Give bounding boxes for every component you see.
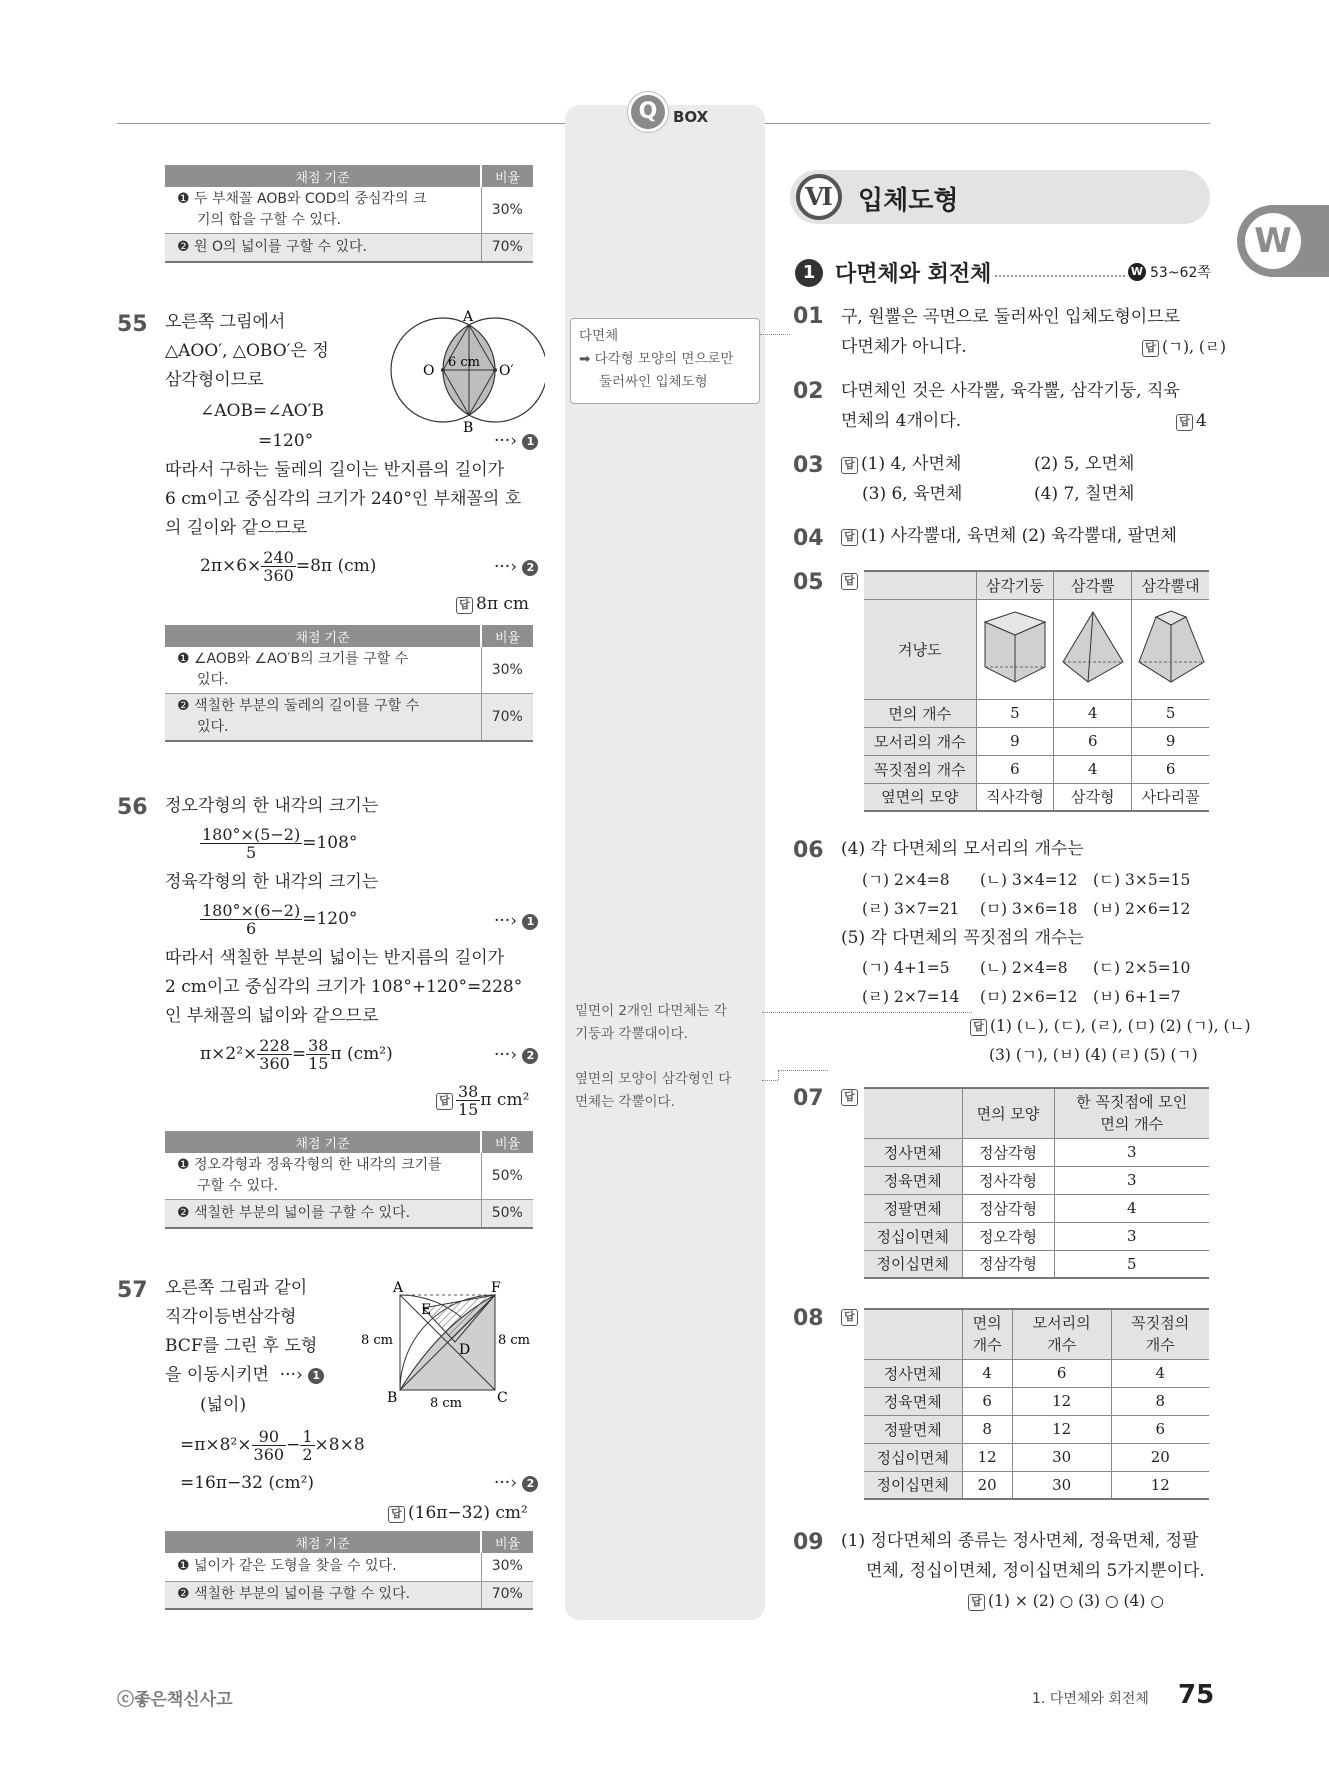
table-cell: 12 <box>1111 1471 1209 1499</box>
label-b: B <box>387 1390 398 1406</box>
q57-line: 직각이등변삼각형 <box>165 1307 297 1327</box>
table-cell: 삼각형 <box>1054 783 1132 811</box>
q55-figure <box>385 310 545 435</box>
q56-line: 인 부채꼴의 넓이와 같으므로 <box>165 1006 379 1026</box>
question-number: 55 <box>117 312 148 337</box>
q06-item: (ㄹ) 3×7=21 <box>862 900 960 918</box>
criteria-cell: ❷ 원 O의 넓이를 구할 수 있다. <box>165 234 481 262</box>
row-header: 정육면체 <box>864 1166 962 1194</box>
q56-formula-2: $\frac{180^\circ\times(6-2)}{6}$ =120° <box>202 901 358 938</box>
note-leader <box>778 1070 779 1080</box>
note-line: 둘러싸인 입체도형 <box>599 374 708 390</box>
table-cell: 12 <box>962 1443 1012 1471</box>
col-header: 모서리의 개수 <box>1012 1309 1111 1359</box>
q56-line: 정오각형의 한 내각의 크기는 <box>165 796 379 816</box>
q06-answer: (3) (ㄱ), (ㅂ) (4) (ㄹ) (5) (ㄱ) <box>989 1046 1198 1064</box>
q56-line: 정육각형의 한 내각의 크기는 <box>165 872 379 892</box>
q02-line: 다면체인 것은 사각뿔, 육각뿔, 삼각기둥, 직육 <box>841 381 1180 401</box>
step-marker-2: ···› 2 <box>494 1041 538 1070</box>
q02-line: 면체의 4개이다. <box>841 411 962 431</box>
w-book-icon: W <box>1128 263 1146 281</box>
q55-line: △AOO′, △OBO′은 정 <box>165 341 329 361</box>
w-book-icon: W <box>1245 213 1301 269</box>
criteria-cell: ❶ ∠AOB와 ∠AO′B의 크기를 구할 수 있다. <box>165 647 481 694</box>
q57-calc-2: =16π−32 (cm²) <box>180 1473 315 1493</box>
table-cell: 8 <box>962 1415 1012 1443</box>
ratio-cell: 70% <box>481 694 533 742</box>
scoring-table-55 <box>165 625 533 742</box>
page-number: 75 <box>1178 1680 1215 1710</box>
table-cell: 20 <box>1111 1443 1209 1471</box>
table-cell: 30 <box>1012 1443 1111 1471</box>
ratio-cell: 30% <box>481 647 533 694</box>
q55-line: 의 길이와 같으므로 <box>165 518 308 538</box>
table-cell: 6 <box>1111 1415 1209 1443</box>
col-header <box>864 1309 962 1359</box>
q07-table <box>864 1087 1209 1279</box>
table-cell: 30 <box>1012 1471 1111 1499</box>
qbox-logo: Q <box>628 92 668 132</box>
top-rule-right <box>765 123 1210 124</box>
ratio-cell: 30% <box>481 187 533 234</box>
q09-answer: 답 (1) × (2) ○ (3) ○ (4) ○ <box>968 1587 1164 1616</box>
q55-line: 따라서 구하는 둘레의 길이는 반지름의 길이가 <box>165 460 505 480</box>
criteria-cell: ❷ 색칠한 부분의 넓이를 구할 수 있다. <box>165 1581 481 1609</box>
step-marker-1: ···› 1 <box>494 427 538 456</box>
table-cell: 4 <box>962 1359 1012 1387</box>
q55-line: 6 cm이고 중심각의 크기가 240°인 부채꼴의 호 <box>165 489 522 509</box>
col-header: 삼각기둥 <box>976 571 1054 599</box>
q06-item: (ㅁ) 2×6=12 <box>980 988 1078 1006</box>
q57-line: BCF를 그린 후 도형 <box>165 1336 318 1356</box>
q06-item: (ㄷ) 3×5=15 <box>1093 871 1191 889</box>
question-number: 56 <box>117 795 148 820</box>
question-number: 07 <box>793 1086 824 1111</box>
label-e: E <box>421 1302 432 1318</box>
q55-calc: 2π×6× $\frac{240}{360}$ =8π (cm) <box>200 548 377 585</box>
criteria-cell: ❶ 두 부채꼴 AOB와 COD의 중심각의 크 기의 합을 구할 수 있다. <box>165 187 481 234</box>
note-line: 기둥과 각뿔대이다. <box>575 1026 688 1042</box>
ratio-header: 비율 <box>481 1131 533 1153</box>
table-cell: 3 <box>1054 1166 1209 1194</box>
chapter-number: Ⅵ <box>796 174 842 220</box>
footer-chapter: 1. 다면체와 회전체 <box>1032 1691 1149 1707</box>
table-cell: 4 <box>1054 755 1132 783</box>
q06-item: (ㅂ) 6+1=7 <box>1093 988 1181 1006</box>
table-cell: 4 <box>1054 699 1132 727</box>
q03-line: (2) 5, 오면체 <box>1034 454 1135 474</box>
row-header: 정팔면체 <box>864 1194 962 1222</box>
q09-line: (1) 정다면체의 종류는 정사면체, 정육면체, 정팔 <box>841 1531 1199 1551</box>
q01-answer: 답 (ㄱ), (ㄹ) <box>1142 333 1226 362</box>
q06-item: (ㄴ) 3×4=12 <box>980 871 1078 889</box>
row-header: 꼭짓점의 개수 <box>864 755 976 783</box>
note-leader <box>760 334 790 335</box>
qbox-note-polyhedron <box>570 318 760 404</box>
q57-line: 을 이동시키면 ···› 1 <box>165 1361 324 1390</box>
question-number: 09 <box>793 1530 824 1555</box>
question-number: 04 <box>793 526 824 551</box>
table-cell: 정삼각형 <box>962 1138 1054 1166</box>
ratio-header: 비율 <box>481 165 533 187</box>
row-header: 정사면체 <box>864 1359 962 1387</box>
table-cell: 3 <box>1054 1222 1209 1250</box>
table-cell: 5 <box>1054 1250 1209 1278</box>
criteria-cell: ❷ 색칠한 부분의 넓이를 구할 수 있다. <box>165 1200 481 1228</box>
q06-line: (5) 각 다면체의 꼭짓점의 개수는 <box>841 928 1084 948</box>
qbox-note-prism <box>575 1000 727 1046</box>
table-cell: 20 <box>962 1471 1012 1499</box>
step-marker-1: ···› 1 <box>494 907 538 936</box>
q06-item: (ㄹ) 2×7=14 <box>862 988 960 1006</box>
label-c: C <box>497 1390 508 1406</box>
table-cell: 12 <box>1012 1387 1111 1415</box>
label-f: F <box>491 1280 501 1296</box>
q06-item: (ㄱ) 4+1=5 <box>862 959 950 977</box>
top-rule-left <box>117 123 565 124</box>
table-cell: 9 <box>976 727 1054 755</box>
table-cell: 6 <box>976 755 1054 783</box>
qbox-label: BOX <box>673 108 709 126</box>
label-length: 6 cm <box>448 355 481 370</box>
q56-formula-1: $\frac{180^\circ\times(5-2)}{5}$ =108° <box>202 825 358 862</box>
question-number: 03 <box>793 453 824 478</box>
question-number: 08 <box>793 1306 824 1331</box>
criteria-header: 채점 기준 <box>165 1531 481 1553</box>
col-header: 삼각뿔대 <box>1132 571 1209 599</box>
table-cell: 5 <box>1132 699 1209 727</box>
note-leader <box>778 1070 828 1071</box>
q57-figure <box>355 1280 535 1410</box>
table-cell: 정사각형 <box>962 1166 1054 1194</box>
q05-table <box>864 570 1209 812</box>
q01-line: 다면체가 아니다. <box>841 337 967 357</box>
q08-mark: 답 <box>841 1302 861 1331</box>
q55-line: 오른쪽 그림에서 <box>165 312 286 332</box>
q08-table <box>864 1308 1209 1500</box>
ratio-cell: 70% <box>481 1581 533 1609</box>
table-cell: 6 <box>1012 1359 1111 1387</box>
triangular-prism-sketch <box>976 599 1054 699</box>
q09-line: 면체, 정십이면체, 정이십면체의 5가지뿐이다. <box>866 1561 1205 1581</box>
q04-line: 답 (1) 사각뿔대, 육면체 (2) 육각뿔대, 팔면체 <box>841 522 1177 551</box>
row-header: 정팔면체 <box>864 1415 962 1443</box>
col-header <box>864 1088 962 1138</box>
note-line: 옆면의 모양이 삼각형인 다 <box>575 1071 732 1087</box>
col-header: 꼭짓점의 개수 <box>1111 1309 1209 1359</box>
q55-line: ∠AOB=∠AO′B <box>200 401 325 421</box>
note-line: 밑면이 2개인 다면체는 각 <box>575 1003 727 1019</box>
section-number: 1 <box>795 259 823 287</box>
row-header: 면의 개수 <box>864 699 976 727</box>
table-cell: 9 <box>1132 727 1209 755</box>
note-leader <box>762 1012 972 1013</box>
q06-line: (4) 각 다면체의 모서리의 개수는 <box>841 839 1084 859</box>
criteria-header: 채점 기준 <box>165 625 481 647</box>
question-number: 02 <box>793 379 824 404</box>
table-cell: 4 <box>1054 1194 1209 1222</box>
table-cell: 6 <box>962 1387 1012 1415</box>
label-o: O <box>423 363 435 379</box>
q56-line: 2 cm이고 중심각의 크기가 108°+120°=228° <box>165 977 523 997</box>
row-header: 정이십면체 <box>864 1250 962 1278</box>
label-length: 8 cm <box>361 1333 394 1348</box>
criteria-cell: ❷ 색칠한 부분의 둘레의 길이를 구할 수 있다. <box>165 694 481 742</box>
table-cell: 3 <box>1054 1138 1209 1166</box>
row-header: 정사면체 <box>864 1138 962 1166</box>
q06-item: (ㅁ) 3×6=18 <box>980 900 1078 918</box>
note-leader <box>762 1080 778 1081</box>
q55-line: =120° <box>258 431 314 451</box>
label-a: A <box>463 310 474 325</box>
q06-item: (ㅂ) 2×6=12 <box>1093 900 1191 918</box>
q06-item: (ㄴ) 2×4=8 <box>980 959 1068 977</box>
scoring-table-57 <box>165 1531 533 1610</box>
triangular-pyramid-sketch <box>1054 599 1132 699</box>
table-cell: 정삼각형 <box>962 1250 1054 1278</box>
q03-line: 답 (1) 4, 사면체 <box>841 450 961 479</box>
table-cell: 4 <box>1111 1359 1209 1387</box>
row-header: 정이십면체 <box>864 1471 962 1499</box>
q55-line: 삼각형이므로 <box>165 370 264 390</box>
publisher: ⓒ좋은책신사고 <box>117 1690 233 1710</box>
table-cell: 정삼각형 <box>962 1194 1054 1222</box>
q01-line: 구, 원뿔은 곡면으로 둘러싸인 입체도형이므로 <box>841 307 1181 327</box>
label-o-prime: O′ <box>499 363 514 379</box>
table-cell: 정오각형 <box>962 1222 1054 1250</box>
criteria-cell: ❶ 정오각형과 정육각형의 한 내각의 크기를 구할 수 있다. <box>165 1153 481 1200</box>
ratio-header: 비율 <box>481 625 533 647</box>
row-header: 정육면체 <box>864 1387 962 1415</box>
q57-line: (넓이) <box>200 1395 247 1415</box>
q57-line: 오른쪽 그림과 같이 <box>165 1278 308 1298</box>
q57-answer: 답 (16π−32) cm² <box>388 1499 528 1528</box>
q57-calc-1: =π×8²× $\frac{90}{360}$ − $\frac{1}{2}$ ×8×8 <box>180 1427 365 1464</box>
criteria-header: 채점 기준 <box>165 165 481 187</box>
scoring-table-top <box>165 165 533 263</box>
col-header <box>864 571 976 599</box>
col-header: 한 꼭짓점에 모인 면의 개수 <box>1054 1088 1209 1138</box>
label-a: A <box>393 1280 404 1296</box>
row-header: 정십이면체 <box>864 1222 962 1250</box>
note-line: ➡ 다각형 모양의 면으로만 <box>579 351 734 367</box>
q06-item: (ㄷ) 2×5=10 <box>1093 959 1191 977</box>
ratio-cell: 50% <box>481 1153 533 1200</box>
label-d: D <box>459 1342 471 1358</box>
row-header: 정십이면체 <box>864 1443 962 1471</box>
col-header: 면의 모양 <box>962 1088 1054 1138</box>
q07-mark: 답 <box>841 1082 861 1111</box>
row-header: 모서리의 개수 <box>864 727 976 755</box>
table-cell: 6 <box>1054 727 1132 755</box>
col-header: 면의 개수 <box>962 1309 1012 1359</box>
note-line: 다면체 <box>579 328 619 344</box>
question-number: 06 <box>793 838 824 863</box>
question-number: 05 <box>793 570 824 595</box>
note-line: 면체는 각뿔이다. <box>575 1094 675 1110</box>
q56-answer: 답 $\frac{38}{15}$ π cm² <box>436 1083 529 1118</box>
ratio-cell: 30% <box>481 1553 533 1581</box>
q55-answer: 답 8π cm <box>456 590 529 619</box>
row-header: 옆면의 모양 <box>864 783 976 811</box>
q06-answer: 답 (1) (ㄴ), (ㄷ), (ㄹ), (ㅁ) (2) (ㄱ), (ㄴ) <box>970 1012 1251 1041</box>
label-b: B <box>463 420 474 435</box>
chapter-title: 입체도형 <box>858 186 959 216</box>
chapter-header <box>790 170 1210 224</box>
ratio-header: 비율 <box>481 1531 533 1553</box>
col-header: 삼각뿔 <box>1054 571 1132 599</box>
q05-mark: 답 <box>841 566 861 595</box>
q03-line: (4) 7, 칠면체 <box>1034 484 1135 504</box>
ratio-cell: 50% <box>481 1200 533 1228</box>
ratio-cell: 70% <box>481 234 533 262</box>
triangular-frustum-sketch <box>1132 599 1209 699</box>
qbox-note-pyramid <box>575 1068 731 1114</box>
criteria-header: 채점 기준 <box>165 1131 481 1153</box>
table-cell: 6 <box>1132 755 1209 783</box>
q06-item: (ㄱ) 2×4=8 <box>862 871 950 889</box>
q56-calc: π×2²× $\frac{228}{360}$ = $\frac{38}{15}$ π (cm²) <box>200 1036 393 1073</box>
scoring-table-56 <box>165 1131 533 1229</box>
question-number: 01 <box>793 304 824 329</box>
section-title: 다면체와 회전체 <box>835 262 992 287</box>
section-pages: 53~62쪽 <box>1150 265 1211 281</box>
row-header: 겨냥도 <box>864 599 976 699</box>
table-cell: 12 <box>1012 1415 1111 1443</box>
q02-answer: 답 4 <box>1176 407 1207 436</box>
label-length: 8 cm <box>498 1333 531 1348</box>
section-leader <box>995 275 1125 277</box>
table-cell: 사다리꼴 <box>1132 783 1209 811</box>
step-marker-2: ···› 2 <box>494 1469 538 1498</box>
label-length: 8 cm <box>430 1396 463 1410</box>
step-marker-2: ···› 2 <box>494 553 538 582</box>
q56-line: 따라서 색칠한 부분의 넓이는 반지름의 길이가 <box>165 948 505 968</box>
table-cell: 8 <box>1111 1387 1209 1415</box>
q03-line: (3) 6, 육면체 <box>862 484 963 504</box>
table-cell: 직사각형 <box>976 783 1054 811</box>
table-cell: 5 <box>976 699 1054 727</box>
question-number: 57 <box>117 1278 148 1303</box>
criteria-cell: ❶ 넓이가 같은 도형을 찾을 수 있다. <box>165 1553 481 1581</box>
